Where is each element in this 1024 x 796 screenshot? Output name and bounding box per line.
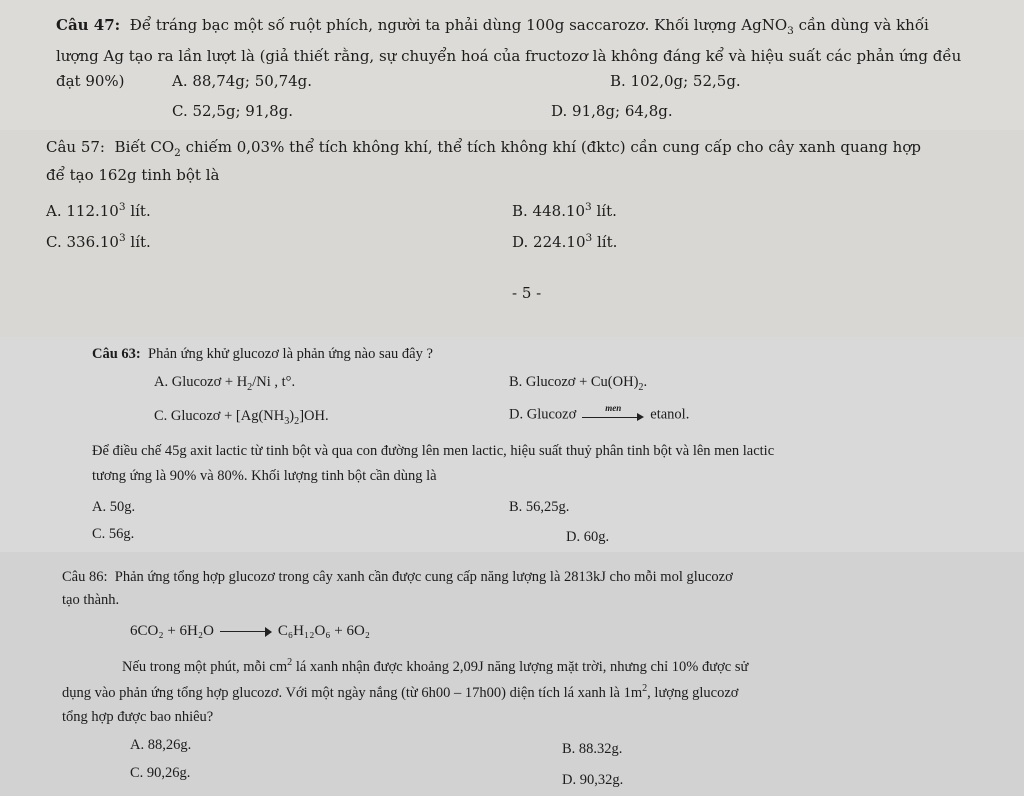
q86-option-b: B. 88.32g. <box>562 741 623 757</box>
q86-line-1: Câu 86: Phản ứng tổng hợp glucozơ trong cây xanh cần được cung cấp năng lượng là 2813kJ cho mỗi mol glucozơ <box>62 569 733 585</box>
q57-line-2: để tạo 162g tinh bột là <box>46 166 220 184</box>
lactic-option-c: C. 56g. <box>92 526 135 542</box>
reaction-arrow-icon <box>220 627 272 637</box>
question-86-panel <box>0 552 1024 796</box>
question-47-panel <box>0 0 1024 130</box>
q63-option-a: A. Glucozơ + $H_2/Ni$ , t°. <box>154 374 296 393</box>
lactic-line-1: Để điều chế 45g axit lactic từ tinh bột và qua con đường lên men lactic, hiệu suất thuỷ phân tinh bột và lên men lactic <box>92 443 775 459</box>
q47-line-1: Câu 47: Để tráng bạc một số ruột phích, người ta phải dùng 100g saccarozơ. Khối lượng AgNO$_3$ cần dùng và khối <box>56 16 929 37</box>
lactic-option-b: B. 56,25g. <box>509 499 570 515</box>
q63-option-c: C. Glucozơ + $[Ag(NH_3)_2]OH$. <box>154 408 329 427</box>
q57-option-d: D. 224.10$^3$ lít. <box>512 232 618 251</box>
lactic-line-2: tương ứng là 90% và 80%. Khối lượng tinh bột cần dùng là <box>92 468 437 484</box>
q47-option-c: C. 52,5g; 91,8g. <box>172 102 294 120</box>
q86-line-3: Nếu trong một phút, mỗi $cm^2$ lá xanh nhận được khoảng 2,09J năng lượng mặt trời, nhưng chỉ 10% được sử <box>122 657 749 675</box>
q57-label: Câu 57: <box>46 138 105 156</box>
page-number: - 5 - <box>512 284 542 302</box>
lactic-option-d: D. 60g. <box>566 529 610 545</box>
q86-option-d: D. 90,32g. <box>562 772 624 788</box>
reaction-arrow-icon: men <box>582 406 644 424</box>
q63-option-d: D. Glucozơ men etanol. <box>509 403 690 423</box>
q86-line-4: dụng vào phản ứng tổng hợp glucozơ. Với một ngày nắng (từ 6h00 – 17h00) diện tích lá xanh là $1m^2$, lượng glucozơ <box>62 683 739 701</box>
q86-option-a: A. 88,26g. <box>130 737 192 753</box>
q47-label: Câu 47: <box>56 16 121 34</box>
q86-option-c: C. 90,26g. <box>130 765 191 781</box>
q47-option-a: A. 88,74g; 50,74g. <box>172 72 313 90</box>
q63-line-1: Câu 63: Phản ứng khử glucozơ là phản ứng nào sau đây ? <box>92 346 433 362</box>
q57-option-c: C. 336.10$^3$ lít. <box>46 232 151 251</box>
q57-option-a: A. 112.10$^3$ lít. <box>46 201 151 220</box>
q86-line-2: tạo thành. <box>62 592 120 608</box>
q57-option-b: B. 448.10$^3$ lít. <box>512 201 617 220</box>
q86-label: Câu 86: <box>62 569 108 585</box>
lactic-option-a: A. 50g. <box>92 499 136 515</box>
question-57-panel <box>0 130 1024 337</box>
question-63-panel <box>0 337 1024 552</box>
q86-line-5: tổng hợp được bao nhiêu? <box>62 709 214 725</box>
q57-line-1: Câu 57: Biết $CO_2$ chiếm 0,03% thể tích không khí, thể tích không khí (đktc) cần cung cấp cho cây xanh quang hợp <box>46 138 921 159</box>
q47-option-d: D. 91,8g; 64,8g. <box>551 102 673 120</box>
q47-line-3: đạt 90%) <box>56 72 125 90</box>
q47-option-b: B. 102,0g; 52,5g. <box>610 72 741 90</box>
q47-line-2: lượng Ag tạo ra lần lượt là (giả thiết rằng, sự chuyển hoá của fructozơ là không đáng kể và hiệu suất các phản ứng đều <box>56 47 962 65</box>
q63-label: Câu 63: <box>92 346 141 362</box>
q63-option-b: B. Glucozơ + $Cu(OH)_2$. <box>509 374 648 393</box>
q86-equation: 6CO₂ + 6H₂O C₆H₁₂O₆ + 6O₂ <box>130 623 371 639</box>
